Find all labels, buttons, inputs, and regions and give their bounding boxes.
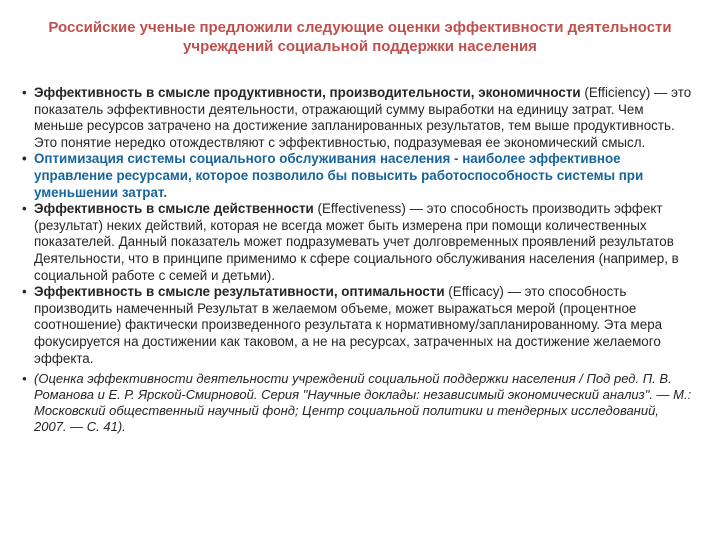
bullet-efficiency-text: (Efficiency) — это показатель эффективности деятельности, отражающий сумму выработки на единицу затрат. Чем меньше ресурсов затрачено на достижение запланированных результатов, тем выше продуктивность. Это понятие нередко отождествляют с эффективностью, подразумевая ее экономический смысл. [34,85,692,150]
bullet-effectiveness-heading: Эффективность в смысле действенности [34,201,314,217]
bullet-reference [20,371,694,435]
bullet-optimization [20,151,694,201]
reference-text: (Оценка эффективности деятельности учреждений социальной поддержки населения / Под ред. П. В. Романова и Е. Р. Ярской-Смирновой. Серия "Научные доклады: независимый экономический анализ". — М.: Московский общественный научный фонд; Центр социальной политики и тендерных исследований, 2007. — С. 41). [34,371,692,435]
bullet-efficiency [20,85,694,151]
bullet-effectiveness-text: (Effectiveness) — это способность производить эффект (результат) неких действий, которая не всегда может быть измерена при помощи количественных показателей. Данный показатель может подразумевать учет долговременных проявлений результатов Деятельности, что в принципе применимо к сфере социального обслуживания населения (например, в социальной работе с семей и детьми). [34,201,679,283]
slide-content [20,85,694,435]
title-line-1: Российские ученые предложили следующие оценки эффективности деятельности [48,19,672,36]
bullet-efficacy [20,284,694,367]
title-line-2: учреждений социальной поддержки населения [183,38,537,55]
slide-title [20,18,700,56]
bullet-optimization-text: Оптимизация системы социального обслуживания населения - наиболее эффективное управление ресурсами, которое позволило бы повысить работоспособность системы при уменьшении затрат. [34,151,644,200]
bullet-efficacy-text: (Efficacy) — это способность производить намеченный Результат в желаемом объеме, может выражаться мерой (процентное соотношение) фактически произведенного результата к нормативному/запланированному. Эта мера фокусируется на достижении как таковом, а не на ресурсах, затраченных на достижение желаемого эффекта. [34,284,663,366]
bullet-effectiveness [20,201,694,284]
bullet-efficiency-heading: Эффективность в смысле продуктивности, производительности, экономичности [34,85,581,100]
bullet-efficacy-heading: Эффективность в смысле результативности, оптимальности [34,284,445,300]
